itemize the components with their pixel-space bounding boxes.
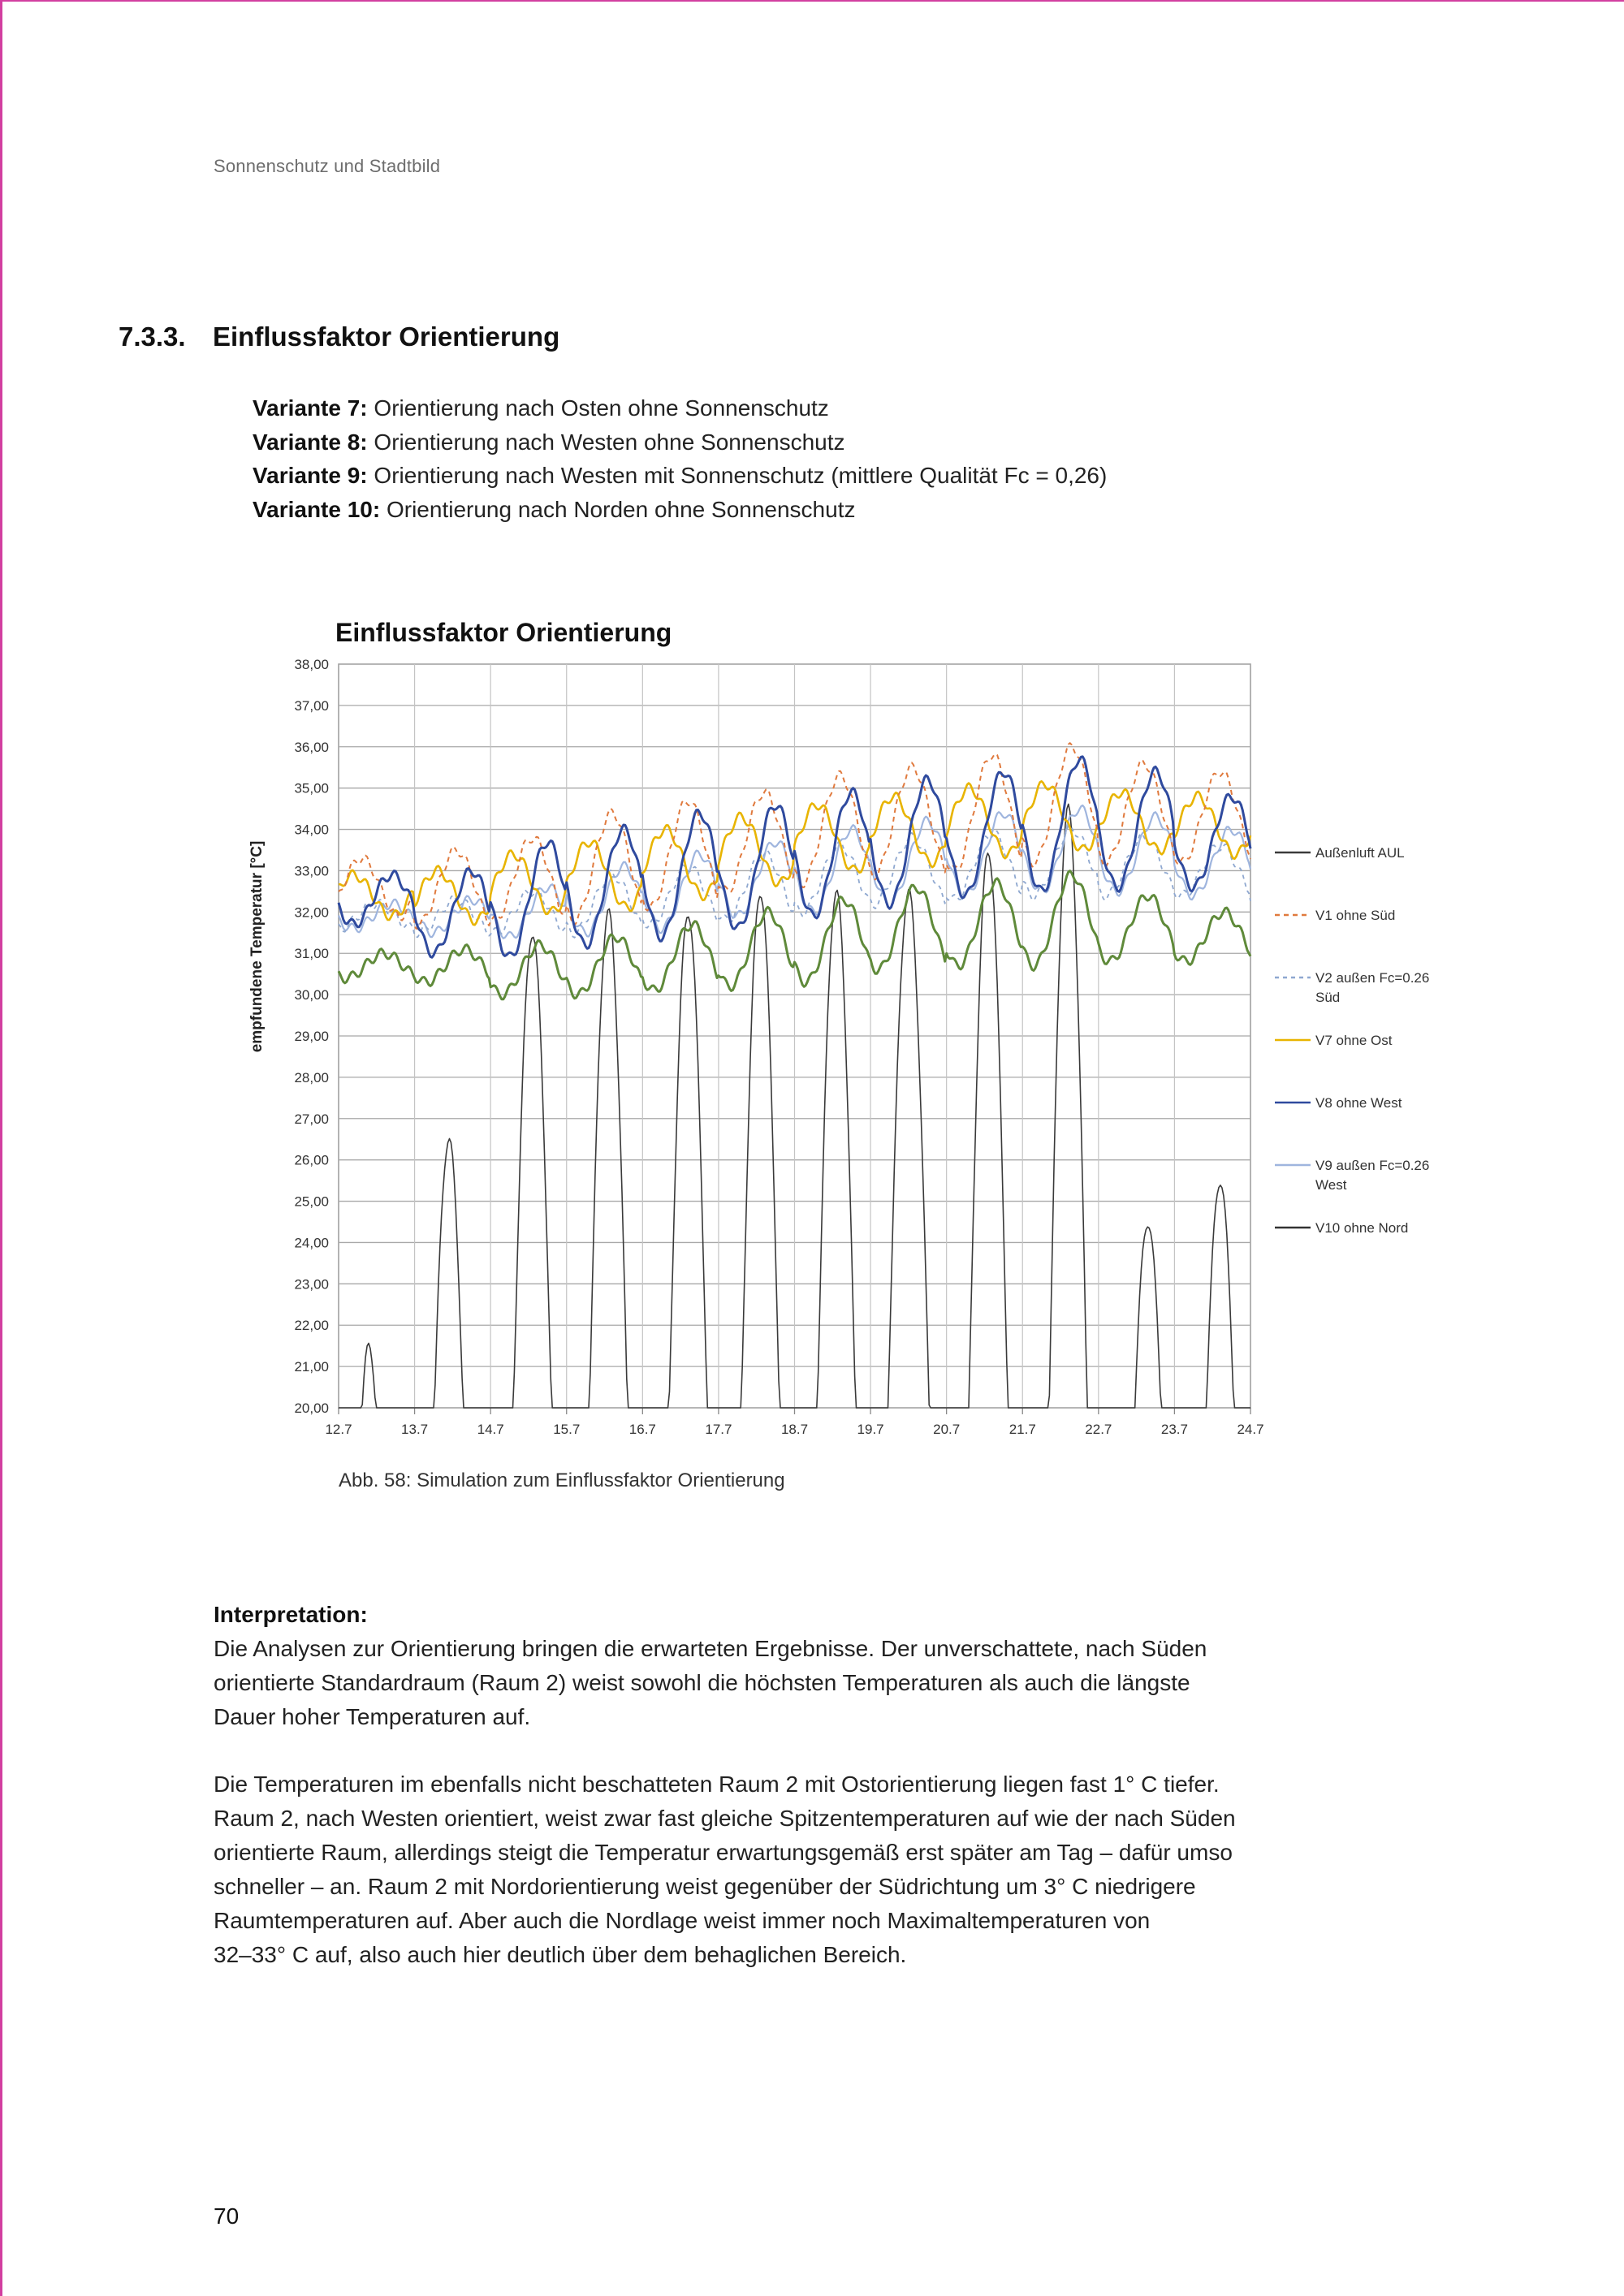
x-tick-label: 13.7	[401, 1422, 429, 1437]
x-tick-label: 21.7	[1009, 1422, 1036, 1437]
y-tick-label: 30,00	[294, 987, 329, 1003]
variant-text: Orientierung nach Osten ohne Sonnenschutz	[367, 395, 829, 421]
text-line: orientierte Raum, allerdings steigt die Temperatur erwartungsgemäß erst später am Tag – dafür umso	[214, 1840, 1233, 1865]
x-tick-label: 17.7	[705, 1422, 732, 1437]
section-heading	[119, 322, 559, 352]
legend-label: West	[1315, 1177, 1347, 1193]
x-tick-label: 12.7	[325, 1422, 352, 1437]
y-tick-label: 33,00	[294, 863, 329, 879]
x-tick-label: 19.7	[857, 1422, 884, 1437]
legend-label: V8 ohne West	[1315, 1095, 1402, 1111]
variant-item	[253, 459, 1107, 493]
y-tick-label: 28,00	[294, 1069, 329, 1085]
y-tick-label: 38,00	[294, 657, 329, 672]
text-line: schneller – an. Raum 2 mit Nordorientierung weist gegenüber der Südrichtung um 3° C niedrigere	[214, 1874, 1196, 1899]
running-head: Sonnenschutz und Stadtbild	[214, 156, 441, 176]
variant-label: Variante 9:	[253, 463, 368, 488]
chart-background	[211, 638, 1462, 1450]
x-tick-label: 20.7	[933, 1422, 961, 1437]
x-tick-label: 14.7	[477, 1422, 504, 1437]
variant-text: Orientierung nach Westen mit Sonnenschutz (mittlere Qualität Fc = 0,26)	[367, 463, 1108, 488]
variant-item	[253, 425, 1107, 460]
chart-figure	[211, 607, 1462, 1452]
legend-label: V2 außen Fc=0.26	[1315, 970, 1430, 986]
y-tick-label: 20,00	[294, 1400, 329, 1416]
variant-item	[253, 493, 1107, 527]
text-line: Die Analysen zur Orientierung bringen die erwarteten Ergebnisse. Der unverschattete, nach Süden	[214, 1636, 1207, 1661]
y-axis-label: empfundene Temperatur [°C]	[248, 840, 266, 1053]
y-tick-label: 37,00	[294, 697, 329, 714]
x-tick-label: 15.7	[553, 1422, 581, 1437]
page-number: 70	[214, 2203, 240, 2229]
text-line: Dauer hoher Temperaturen auf.	[214, 1704, 531, 1729]
legend-label: V7 ohne Ost	[1315, 1033, 1393, 1048]
variant-text: Orientierung nach Westen ohne Sonnenschutz	[367, 429, 845, 455]
text-line: orientierte Standardraum (Raum 2) weist sowohl die höchsten Temperaturen als auch die längste	[214, 1670, 1190, 1695]
variant-list	[253, 391, 1107, 526]
text-line: Raumtemperaturen auf. Aber auch die Nordlage weist immer noch Maximaltemperaturen von	[214, 1908, 1151, 1933]
variant-label: Variante 7:	[253, 395, 368, 421]
interpretation-paragraph	[214, 1767, 1269, 1972]
variant-label: Variante 10:	[253, 496, 381, 522]
variant-label: Variante 8:	[253, 429, 368, 455]
y-tick-label: 22,00	[294, 1318, 329, 1334]
legend-label: Außenluft AUL	[1315, 845, 1405, 861]
x-tick-label: 18.7	[780, 1422, 809, 1437]
variant-text: Orientierung nach Norden ohne Sonnenschutz	[380, 496, 856, 522]
x-tick-label: 22.7	[1085, 1422, 1112, 1437]
y-tick-label: 26,00	[294, 1152, 329, 1168]
y-tick-label: 35,00	[294, 780, 329, 796]
text-line: Raum 2, nach Westen orientiert, weist zwar fast gleiche Spitzentemperaturen auf wie der nach Süden	[214, 1806, 1236, 1831]
x-tick-label: 16.7	[628, 1422, 656, 1437]
text-line: 32–33° C auf, also auch hier deutlich über dem behaglichen Bereich.	[214, 1942, 907, 1967]
y-tick-label: 23,00	[294, 1276, 329, 1293]
y-tick-label: 32,00	[294, 904, 329, 921]
page-edge-left	[0, 0, 2, 2296]
y-tick-label: 36,00	[294, 739, 329, 755]
y-tick-label: 24,00	[294, 1235, 329, 1251]
interpretation-paragraph	[214, 1632, 1269, 1734]
y-tick-label: 27,00	[294, 1111, 329, 1127]
legend-label: V10 ohne Nord	[1315, 1220, 1409, 1236]
chart-title: Einflussfaktor Orientierung	[335, 618, 672, 647]
legend-label: Süd	[1315, 990, 1341, 1005]
interpretation-heading: Interpretation:	[214, 1602, 368, 1627]
y-tick-label: 34,00	[294, 822, 329, 838]
page-edge-top	[0, 0, 1624, 2]
y-tick-label: 25,00	[294, 1193, 329, 1210]
temperature-chart	[211, 607, 1462, 1452]
legend-label: V1 ohne Süd	[1315, 908, 1396, 923]
legend-label: V9 außen Fc=0.26	[1315, 1158, 1430, 1173]
figure-caption: Abb. 58: Simulation zum Einflussfaktor Orientierung	[339, 1470, 785, 1491]
section-title: Einflussfaktor Orientierung	[213, 322, 560, 352]
variant-item	[253, 391, 1107, 425]
y-tick-label: 21,00	[294, 1359, 329, 1375]
x-tick-label: 23.7	[1160, 1422, 1188, 1437]
section-number: 7.3.3.	[119, 322, 186, 352]
x-tick-label: 24.7	[1237, 1422, 1264, 1437]
y-tick-label: 31,00	[294, 946, 329, 962]
text-line: Die Temperaturen im ebenfalls nicht beschatteten Raum 2 mit Ostorientierung liegen fast 1° C tiefer.	[214, 1772, 1220, 1797]
y-tick-label: 29,00	[294, 1029, 329, 1044]
